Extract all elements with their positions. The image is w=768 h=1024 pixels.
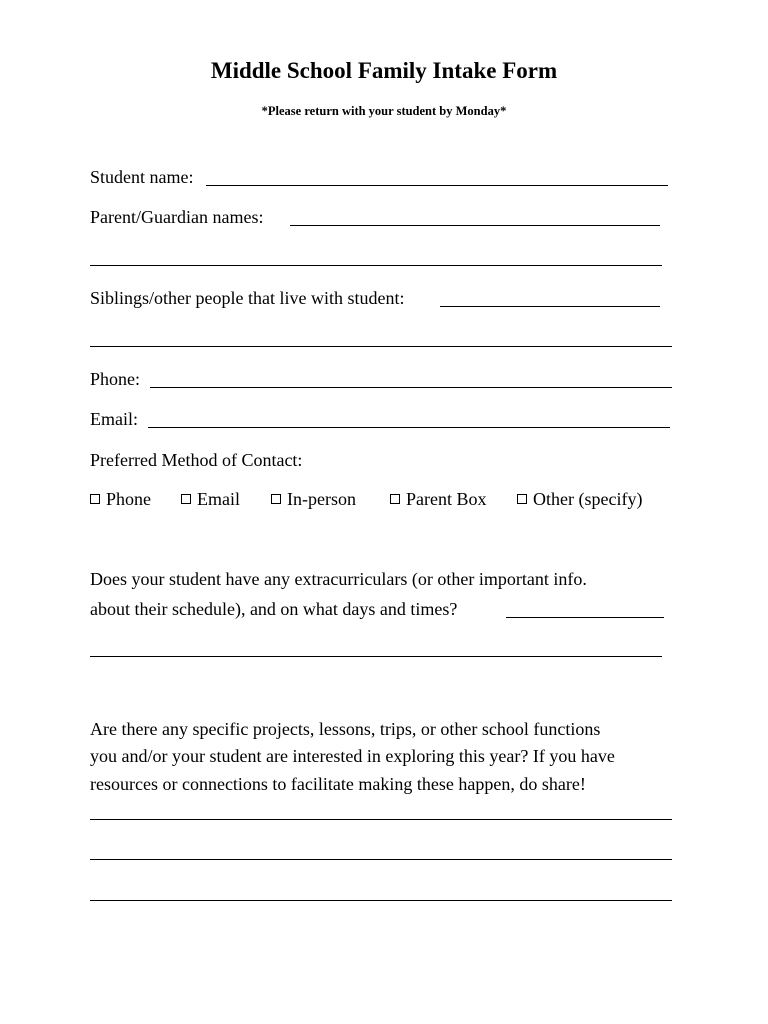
extracurriculars-extra-line[interactable] <box>90 656 662 657</box>
parent-names-field <box>90 205 670 231</box>
email-input-line[interactable] <box>148 427 670 428</box>
extracurriculars-question-line2: about their schedule), and on what days and times? <box>90 599 458 619</box>
phone-input-line[interactable] <box>150 387 672 388</box>
contact-option-in-person-label: In-person <box>287 489 356 509</box>
parent-names-input-line[interactable] <box>290 225 660 226</box>
contact-option-parent-box-label: Parent Box <box>406 489 487 509</box>
contact-option-phone-label: Phone <box>106 489 151 509</box>
siblings-label: Siblings/other people that live with student: <box>90 288 405 308</box>
checkbox-icon[interactable] <box>390 494 400 504</box>
page-title: Middle School Family Intake Form <box>210 58 558 83</box>
siblings-input-line[interactable] <box>440 306 660 307</box>
projects-answer-line-3[interactable] <box>90 900 672 901</box>
student-name-label: Student name: <box>90 167 194 187</box>
checkbox-icon[interactable] <box>517 494 527 504</box>
contact-option-email-label: Email <box>197 489 240 509</box>
projects-answer-line-1[interactable] <box>90 819 672 820</box>
email-field <box>90 407 675 433</box>
contact-option-in-person[interactable] <box>271 487 356 511</box>
parent-names-label: Parent/Guardian names: <box>90 207 264 227</box>
contact-option-parent-box[interactable] <box>390 487 487 511</box>
contact-option-phone[interactable] <box>90 487 151 511</box>
siblings-extra-line[interactable] <box>90 346 672 347</box>
preferred-contact-label: Preferred Method of Contact: <box>90 450 303 470</box>
parent-names-extra-line[interactable] <box>90 265 662 266</box>
checkbox-icon[interactable] <box>271 494 281 504</box>
contact-option-other[interactable] <box>517 487 642 511</box>
email-label: Email: <box>90 409 138 429</box>
projects-answer-line-2[interactable] <box>90 859 672 860</box>
contact-option-other-label: Other (specify) <box>533 489 643 509</box>
extracurriculars-question-line2-field <box>90 597 670 623</box>
extracurriculars-question-line1: Does your student have any extracurriculars (or other important info. <box>90 569 587 589</box>
checkbox-icon[interactable] <box>181 494 191 504</box>
contact-option-email[interactable] <box>181 487 240 511</box>
checkbox-icon[interactable] <box>90 494 100 504</box>
siblings-field <box>90 286 670 312</box>
projects-question-line3: resources or connections to facilitate making these happen, do share! <box>90 774 586 794</box>
phone-label: Phone: <box>90 369 141 389</box>
phone-field <box>90 367 675 393</box>
return-instruction: *Please return with your student by Monday* <box>261 104 507 118</box>
student-name-input-line[interactable] <box>206 185 668 186</box>
extracurriculars-input-line[interactable] <box>506 617 664 618</box>
projects-question-line1: Are there any specific projects, lessons, trips, or other school functions <box>90 719 601 739</box>
projects-question-line2: you and/or your student are interested in exploring this year? If you have <box>90 746 615 766</box>
student-name-field <box>90 165 670 191</box>
